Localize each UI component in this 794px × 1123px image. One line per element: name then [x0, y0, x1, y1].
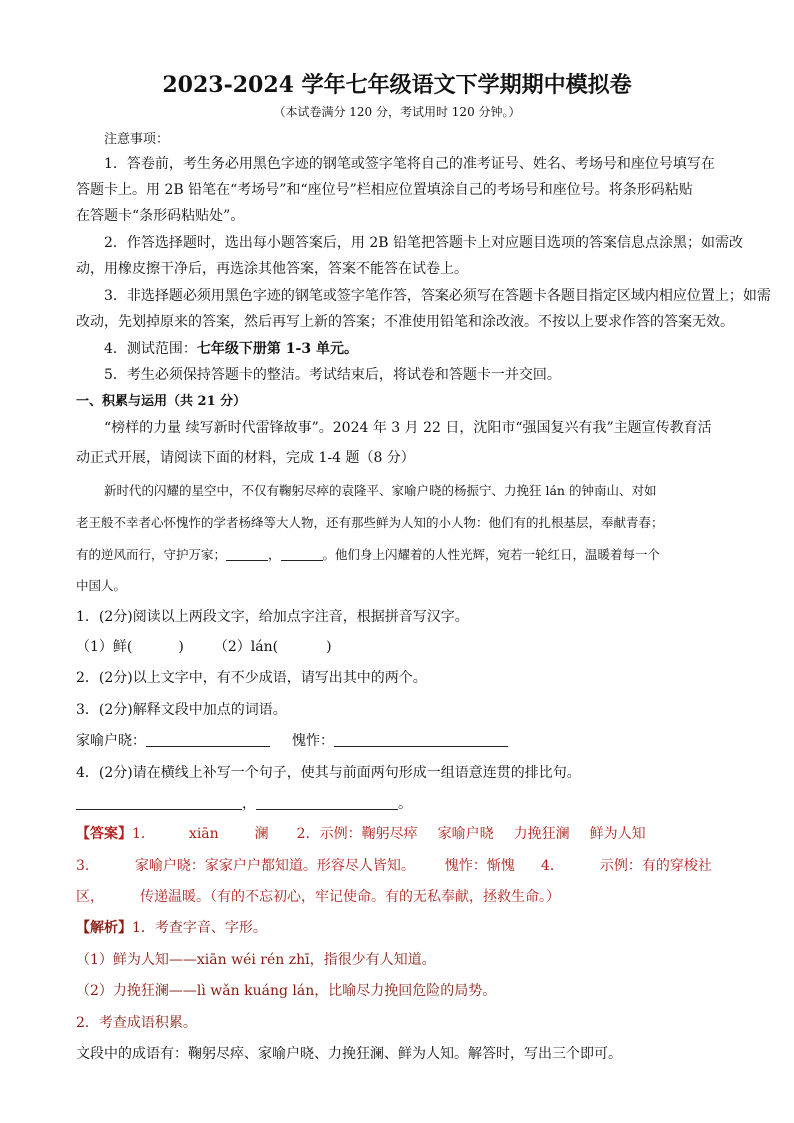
answer-line-1: [76, 824, 718, 844]
answer-2-example: 2．示例：鞠躬尽瘁: [296, 826, 418, 842]
q4-end: 。: [398, 796, 412, 812]
page-subtitle: （本试卷满分 120 分，考试用时 120 分钟。）: [273, 105, 521, 119]
analysis-line-2: （1）鲜为人知——xiān wéi rén zhī，指很少有人知道。: [76, 952, 436, 968]
question-3: 3．(2分)解释文段中加点的词语。: [76, 702, 287, 718]
section-intro-line-2: 动正式开展，请阅读下面的材料，完成 1-4 题（8 分）: [76, 450, 415, 466]
q4-blank-1[interactable]: [76, 795, 242, 810]
analysis-line-5: 文段中的成语有：鞠躬尽瘁、家喻户晓、力挽狂澜、鲜为人知。解答时，写出三个即可。: [76, 1046, 622, 1062]
answer-2-idiom-3: 力挽狂澜: [513, 826, 570, 842]
q3-label-2: 愧怍：: [292, 733, 334, 749]
answer-line-3: [76, 887, 718, 907]
notice-item-4-label: 4．测试范围：: [104, 341, 197, 357]
excerpt-blank-1: [226, 546, 268, 561]
answer-3-number: 3．: [76, 858, 99, 874]
question-4: 4．(2分)请在横线上补写一个句子，使其与前面两句形成一组语意连贯的排比句。: [76, 765, 581, 781]
analysis-line-1: [76, 918, 718, 938]
q4-blank-2[interactable]: [256, 795, 398, 810]
question-2: 2．(2分)以上文字中，有不少成语，请写出其中的两个。: [76, 670, 427, 686]
question-1-subparts: [76, 637, 718, 657]
answer-2-idiom-4: 鲜为人知: [589, 826, 646, 842]
analysis-line-3: （2）力挽狂澜——lì wǎn kuáng lán，比喻尽力挽回危险的局势。: [76, 983, 497, 999]
notice-item-4: [104, 339, 718, 359]
q1-sub2-label: （2）lán(: [213, 639, 279, 655]
answer-3-meaning-2: 愧怍：惭愧: [444, 858, 515, 874]
answer-1-char: 澜: [254, 826, 269, 842]
notice-heading: 注意事项：: [104, 132, 170, 147]
excerpt-line-3: 有的逆风而行，守护万家； ， 。他们身上闪耀着的人性光辉，宛若一轮红日，温暖着每一个: [76, 547, 661, 562]
analysis-tag: 【解析】: [76, 920, 132, 936]
answer-4-number: 4．: [540, 858, 564, 874]
answer-1-number: 1．: [132, 826, 155, 842]
answer-tag: 【答案】: [76, 826, 132, 842]
answer-line-2: [76, 856, 718, 876]
notice-item-4-scope: 七年级下册第 1-3 单元。: [196, 341, 358, 357]
q3-label-1: 家喻户晓：: [76, 733, 146, 749]
notice-item-2-line-1: 2．作答选择题时，选出每小题答案后，用 2B 铅笔把答题卡上对应题目选项的答案信息点涂黑；如需改: [104, 235, 744, 251]
section-intro-line-1: “榜样的力量 续写新时代雷锋故事”。2024 年 3 月 22 日，沈阳市“强国复兴有我”主题宣传教育活: [104, 420, 712, 436]
answer-2-idiom-2: 家喻户晓: [437, 826, 494, 842]
question-3-answers: [76, 731, 718, 751]
answer-4-cont-2: 传递温暖。（有的不忘初心，牢记使命。有的无私奉献，拯救生命。）: [140, 889, 560, 905]
notice-item-2-line-2: 动，用橡皮擦干净后，再选涂其他答案，答案不能答在试卷上。: [76, 261, 468, 277]
notice-item-5: 5．考生必须保持答题卡的整洁。考试结束后，将试卷和答题卡一并交回。: [104, 367, 561, 383]
section-heading: 一、积累与运用（共 21 分）: [76, 394, 247, 409]
analysis-line-4: 2．考查成语积累。: [76, 1015, 197, 1031]
q1-sub1-close: ): [178, 639, 184, 655]
q3-blank-1[interactable]: [146, 732, 270, 747]
notice-item-3-line-2: 改动，先划掉原来的答案，然后再写上新的答案；不准使用铅笔和涂改液。不按以上要求作答的答案无效。: [76, 314, 734, 330]
q3-blank-2[interactable]: [334, 732, 508, 747]
answer-4-example: 示例：有的穿梭社: [599, 858, 712, 874]
q1-sub2-close: ): [326, 639, 332, 655]
answer-3-meaning-1: 家喻户晓：家家户户都知道。形容尽人皆知。: [134, 858, 415, 874]
notice-item-1-line-3: 在答题卡“条形码粘贴处”。: [76, 208, 245, 224]
answer-4-cont-1: 区，: [76, 889, 104, 905]
excerpt-line-3-tail: 。他们身上闪耀着的人性光辉，宛若一轮红日，温暖着每一个: [322, 547, 661, 562]
excerpt-line-2: 老王般不幸者心怀愧怍的学者杨绛等大人物，还有那些鲜为人知的小人物：他们有的扎根基层，奉献青春；: [76, 515, 664, 530]
analysis-point-1: 1．考查字音、字形。: [132, 920, 267, 936]
excerpt-line-4: 中国人。: [76, 578, 127, 593]
page-title: 2023-2024 学年七年级语文下学期期中模拟卷: [162, 72, 632, 98]
excerpt-blank-2: [281, 546, 323, 561]
q1-sub1-label: （1）鲜(: [76, 639, 133, 655]
notice-item-1-line-1: 1．答卷前，考生务必用黑色字迹的钢笔或签字笔将自己的准考证号、姓名、考场号和座位号填写在: [104, 156, 715, 172]
excerpt-line-3-text: 有的逆风而行，守护万家；: [76, 547, 227, 562]
notice-item-3-line-1: 3．非选择题必须用黑色字迹的钢笔或签字笔作答，答案必须写在答题卡各题目指定区域内相应位置上；如需: [104, 288, 771, 304]
q4-comma: ，: [242, 796, 256, 812]
question-1: 1．(2分)阅读以上两段文字，给加点字注音，根据拼音写汉字。: [76, 609, 469, 625]
excerpt-line-1: 新时代的闪耀的星空中，不仅有鞠躬尽瘁的袁隆平、家喻户晓的杨振宁、力挽狂 lán 的钟南山、对如: [104, 483, 657, 498]
answer-1-pinyin: xiān: [188, 826, 219, 842]
notice-item-1-line-2: 答题卡上。用 2B 铅笔在“考场号”和“座位号”栏相应位置填涂自己的考场号和座位号。将条形码粘贴: [76, 182, 693, 198]
question-4-answer-lines: [76, 794, 718, 814]
